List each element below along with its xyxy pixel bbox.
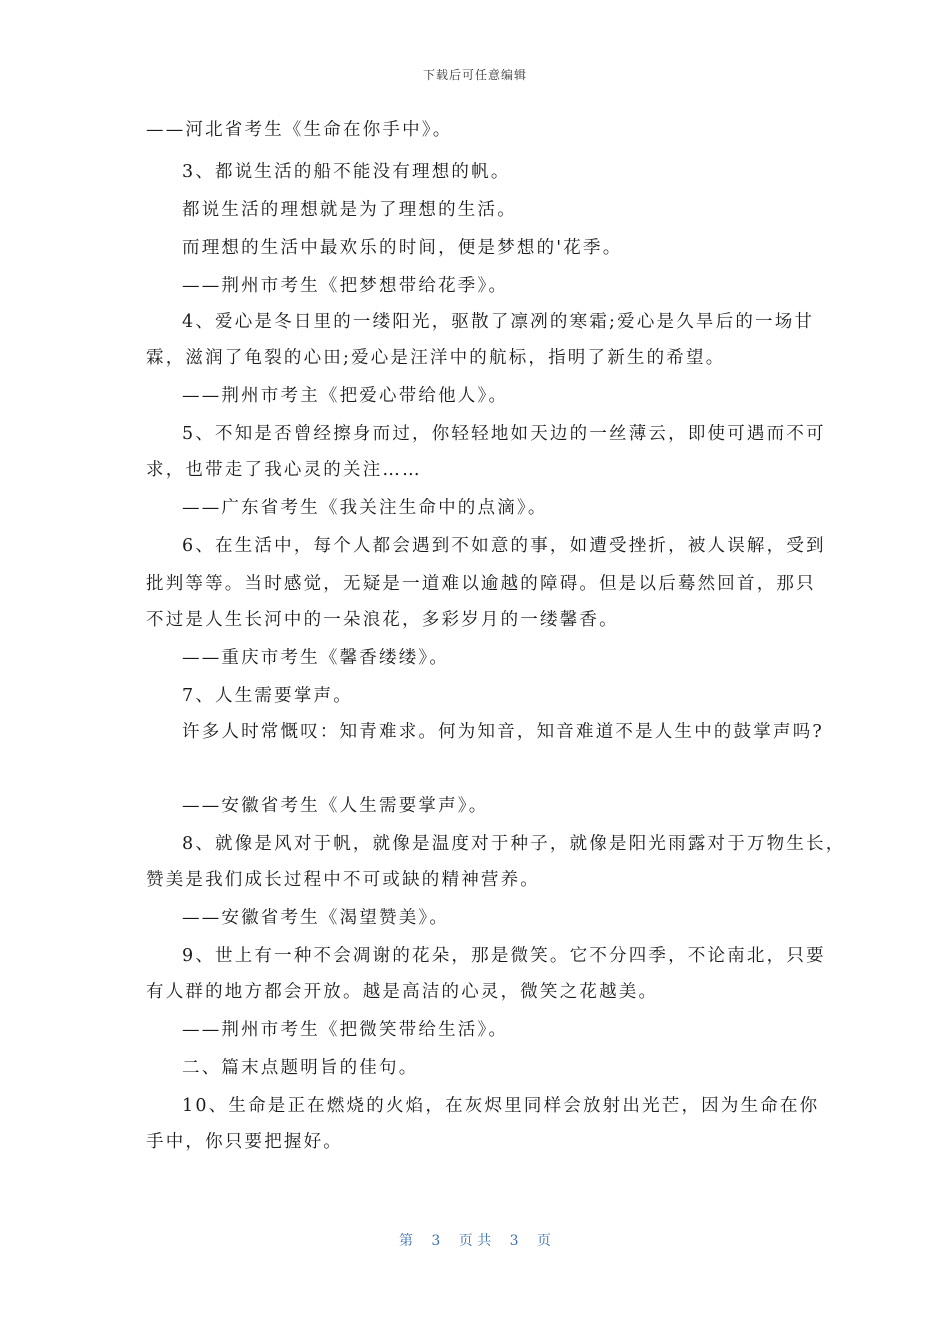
attribution-line: ——荆州市考生《把微笑带给生活》。 [182,1020,509,1040]
attribution-line: ——重庆市考生《馨香缕缕》。 [182,648,450,668]
paragraph-line: 许多人时常慨叹：知青难求。何为知音，知音难道不是人生中的鼓掌声吗? [182,722,824,742]
page-footer [0,1230,950,1250]
paragraph-line: 8、就像是风对于帆，就像是温度对于种子，就像是阳光雨露对于万物生长， [182,834,846,854]
footer-current-page: 3 [431,1233,441,1249]
paragraph-line: 而理想的生活中最欢乐的时间，便是梦想的'花季。 [182,238,623,258]
attribution-line: ——荆州市考生《把梦想带给花季》。 [182,276,509,296]
attribution-line: ——河北省考生《生命在你手中》。 [146,120,453,140]
paragraph-line: 求，也带走了我心灵的关注…… [146,460,422,480]
paragraph-line: 批判等等。当时感觉，无疑是一道难以逾越的障碍。但是以后蓦然回首，那只 [146,574,816,594]
attribution-line: ——荆州市考主《把爱心带给他人》。 [182,386,509,406]
paragraph-line: 4、爱心是冬日里的一缕阳光，驱散了凛冽的寒霜;爱心是久旱后的一场甘 [182,312,815,332]
attribution-line: ——安徽省考生《人生需要掌声》。 [182,796,489,816]
section-heading: 二、篇末点题明旨的佳句。 [182,1058,419,1078]
paragraph-line: 赞美是我们成长过程中不可或缺的精神营养。 [146,870,540,890]
footer-di: 第 [398,1233,413,1249]
attribution-line: ——安徽省考生《渴望赞美》。 [182,908,450,928]
paragraph-line: 10、生命是正在燃烧的火焰，在灰烬里同样会放射出光芒，因为生命在你 [182,1096,820,1116]
footer-total-pages: 3 [509,1233,519,1249]
paragraph-line: 5、不知是否曾经擦身而过，你轻轻地如天边的一丝薄云，即使可遇而不可 [182,424,826,444]
page-header: 下载后可任意编辑 [422,68,527,82]
paragraph-line: 9、世上有一种不会凋谢的花朵，那是微笑。它不分四季，不论南北，只要 [182,946,826,966]
paragraph-line: 7、人生需要掌声。 [182,686,353,706]
paragraph-line: 手中，你只要把握好。 [146,1132,343,1152]
paragraph-line: 6、在生活中，每个人都会遇到不如意的事，如遭受挫折，被人误解，受到 [182,536,826,556]
footer-ye-gong: 页 共 [458,1233,492,1249]
paragraph-line: 霖，滋润了龟裂的心田;爱心是汪洋中的航标，指明了新生的希望。 [146,348,726,368]
attribution-line: ——广东省考生《我关注生命中的点滴》。 [182,498,548,518]
footer-ye: 页 [537,1233,552,1249]
paragraph-line: 3、都说生活的船不能没有理想的帆。 [182,162,511,182]
paragraph-line: 不过是人生长河中的一朵浪花，多彩岁月的一缕馨香。 [146,610,619,630]
paragraph-line: 都说生活的理想就是为了理想的生活。 [182,200,517,220]
paragraph-line: 有人群的地方都会开放。越是高洁的心灵，微笑之花越美。 [146,982,659,1002]
